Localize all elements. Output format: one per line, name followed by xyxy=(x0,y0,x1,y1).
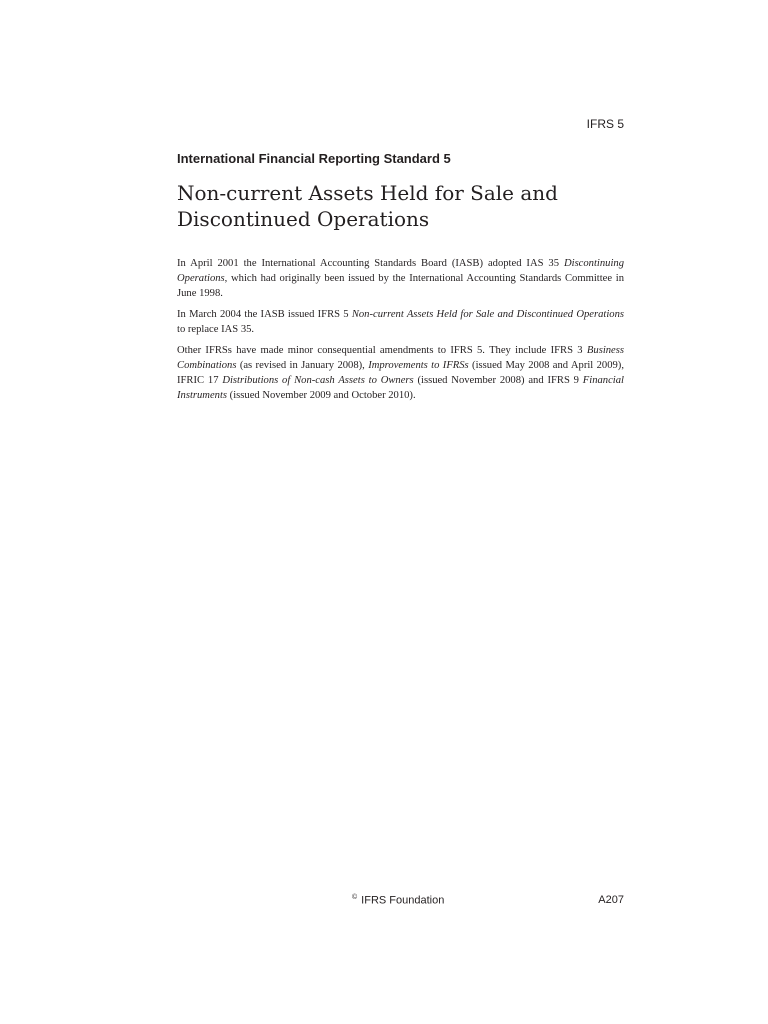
running-head: IFRS 5 xyxy=(586,117,624,131)
introduction-body xyxy=(177,256,624,409)
italic-title: Improvements to IFRSs xyxy=(368,360,469,371)
page-title xyxy=(177,180,627,232)
italic-title: Discontinuing Operations xyxy=(177,258,624,284)
italic-title: Non-current Assets Held for Sale and Discontinued Operations xyxy=(351,309,625,320)
footer-organisation: IFRS Foundation xyxy=(361,894,445,907)
text-run: Other IFRSs have made minor consequential amendments to IFRS 5. They include IFRS 3 xyxy=(177,345,587,356)
copyright-symbol: © xyxy=(352,894,358,901)
text-run: In March 2004 the IASB issued IFRS 5 xyxy=(177,309,352,320)
text-run: to replace IAS 35. xyxy=(177,324,255,335)
text-run: (as revised in January 2008), xyxy=(236,360,369,371)
intro-paragraph-2 xyxy=(177,307,624,337)
intro-paragraph-3 xyxy=(177,343,624,403)
text-run: (issued November 2009 and October 2010). xyxy=(227,390,416,401)
title-line-1: Non-current Assets Held for Sale and xyxy=(177,181,558,205)
text-run: , which had originally been issued by the International Accounting Standards Committee in June 1998. xyxy=(177,273,624,299)
title-line-2: Discontinued Operations xyxy=(177,207,430,231)
page-number: A207 xyxy=(598,894,624,906)
italic-title: Distributions of Non-cash Assets to Owners xyxy=(222,375,414,386)
text-run: (issued November 2008) and IFRS 9 xyxy=(413,375,583,386)
text-run: (issued May 2008 and April 2009), IFRIC 17 xyxy=(177,360,624,386)
footer-copyright xyxy=(352,894,444,907)
italic-title: Business Combinations xyxy=(177,345,624,371)
intro-paragraph-1 xyxy=(177,256,624,301)
italic-title: Financial Instruments xyxy=(177,375,624,401)
text-run: In April 2001 the International Accounting Standards Board (IASB) adopted IAS 35 xyxy=(177,258,564,269)
standard-label: International Financial Reporting Standard 5 xyxy=(177,151,451,166)
